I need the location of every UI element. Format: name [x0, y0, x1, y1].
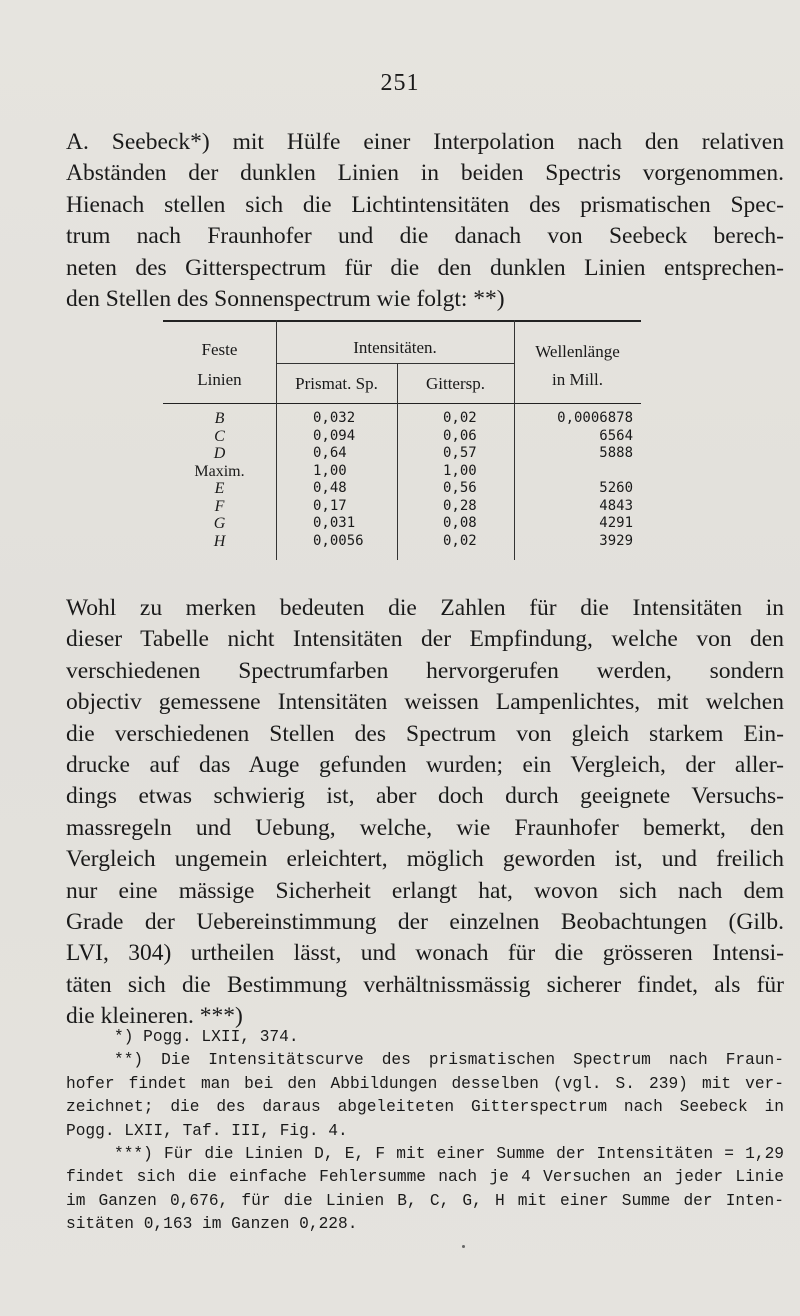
text-line: die verschiedenen Stellen des Spectrum von gleich starkem Ein-	[66, 720, 784, 747]
text-line: neten des Gitterspectrum für die den dunklen Linien entsprechen-	[66, 254, 784, 281]
cell-linie: B	[214, 410, 225, 427]
text-line: A. Seebeck*) mit Hülfe einer Interpolation nach den relativen	[66, 129, 784, 155]
footnote-3-cont: sitäten 0,163 im Ganzen 0,228.	[66, 1215, 358, 1234]
cell-gitter: 0,06	[443, 427, 477, 444]
table-row	[163, 480, 641, 497]
table-row	[163, 515, 641, 532]
cell-prismat: 0,64	[313, 445, 347, 461]
text-line: Vergleich ungemein erleichtert, möglich geworden ist, und freilich	[66, 846, 784, 873]
text-line: Hienach stellen sich die Lichtintensitäten des prismatischen Spec-	[66, 191, 784, 218]
header-wellenlaenge: Wellenlänge	[535, 342, 620, 361]
cell-gitter: 0,56	[443, 480, 477, 496]
cell-linie: G	[213, 515, 226, 532]
table-header-rule	[163, 403, 641, 404]
cell-linie: H	[213, 532, 226, 550]
table-top-rule	[163, 320, 641, 322]
page-number: 251	[380, 70, 420, 96]
text-line: verschiedenen Spectrumfarben hervorgerufen werden, sondern	[66, 657, 784, 684]
cell-gitter: 0,57	[443, 445, 477, 461]
cell-prismat: 0,094	[313, 427, 356, 444]
footnote-3: ***) Für die Linien D, E, F mit einer Summe der Intensitäten = 1,29	[114, 1145, 784, 1164]
cell-wellenlaenge: 5260	[599, 480, 633, 496]
header-prismat: Prismat. Sp.	[295, 374, 378, 393]
ink-speck	[462, 1245, 465, 1248]
table-row	[163, 533, 641, 550]
table-row	[163, 498, 641, 515]
cell-wellenlaenge: 4843	[599, 497, 633, 514]
text-line: täten sich die Bestimmung verhältnissmässig sicherer findet, als für	[66, 971, 784, 998]
header-in-mill: in Mill.	[551, 370, 603, 389]
cell-gitter: 0,02	[443, 532, 477, 549]
text-line: LVI, 304) urtheilen lässt, und wonach für die grösseren Intensi-	[66, 940, 784, 967]
text-line: objectiv gemessene Intensitäten weissen Lampenlichtes, mit welchen	[66, 689, 784, 716]
footnote-2: **) Die Intensitätscurve des prismatischen Spectrum nach Fraun-	[114, 1051, 784, 1070]
cell-gitter: 0,02	[443, 410, 477, 426]
table-row	[163, 463, 641, 480]
text-line: nur eine mässige Sicherheit erlangt hat, wovon sich nach dem	[66, 877, 784, 904]
header-gitter: Gittersp.	[425, 374, 486, 393]
text-line: Grade der Uebereinstimmung der einzelnen Beobachtungen (Gilb.	[66, 909, 784, 936]
text-line: dieser Tabelle nicht Intensitäten der Empfindung, welche von den	[66, 626, 784, 653]
cell-prismat: 0,0056	[313, 532, 364, 549]
footnote-2-cont: hofer findet man bei den Abbildungen desselben (vgl. S. 239) mit ver-	[66, 1074, 784, 1093]
paragraph-intro	[66, 127, 784, 315]
header-linien: Linien	[197, 370, 242, 389]
text-line: dings etwas schwierig ist, aber doch durch geeignete Versuchs-	[66, 783, 784, 810]
cell-linie: F	[214, 497, 225, 515]
cell-prismat: 1,00	[313, 462, 347, 479]
cell-linie: D	[213, 445, 226, 462]
cell-gitter: 0,28	[443, 497, 477, 514]
paragraph-main	[66, 593, 784, 1033]
cell-wellenlaenge: 6564	[599, 427, 633, 444]
text-line: Wohl zu merken bedeuten die Zahlen für die Intensitäten in	[66, 595, 784, 621]
header-feste: Feste	[201, 340, 238, 359]
footnote-2-cont: Pogg. LXII, Taf. III, Fig. 4.	[66, 1121, 348, 1140]
footnotes	[66, 1026, 784, 1237]
cell-wellenlaenge: 5888	[599, 445, 633, 461]
table-row	[163, 445, 641, 462]
cell-prismat: 0,031	[313, 515, 356, 531]
cell-linie: C	[214, 427, 225, 445]
cell-prismat: 0,032	[313, 410, 356, 426]
text-line: Abständen der dunklen Linien in beiden Spectris vorgenommen.	[66, 160, 784, 187]
table-row	[163, 410, 641, 427]
table-row	[163, 428, 641, 445]
cell-wellenlaenge: 4291	[599, 515, 633, 531]
text-line: trum nach Fraunhofer und die danach von Seebeck berech-	[66, 223, 784, 250]
cell-linie: E	[214, 480, 225, 497]
text-line: den Stellen des Sonnenspectrum wie folgt: **)	[66, 286, 505, 313]
text-line: drucke auf das Auge gefunden wurden; ein Vergleich, der aller-	[66, 752, 784, 779]
footnote-2-cont: zeichnet; die des daraus abgeleiteten Gitterspectrum nach Seebeck in	[66, 1098, 784, 1117]
footnote-1: *) Pogg. LXII, 374.	[114, 1028, 299, 1046]
header-intensitaeten: Intensitäten.	[353, 338, 437, 357]
cell-gitter: 1,00	[443, 462, 477, 479]
footnote-3-cont: im Ganzen 0,676, für die Linien B, C, G, H mit einer Summe der Inten-	[66, 1191, 784, 1210]
text-line: massregeln und Uebung, welche, wie Fraunhofer bemerkt, den	[66, 814, 784, 841]
cell-prismat: 0,17	[313, 497, 347, 514]
cell-gitter: 0,08	[443, 515, 477, 531]
table-sub-rule	[276, 363, 514, 364]
text-line: die kleineren. ***)	[66, 1003, 243, 1030]
cell-wellenlaenge: 0,0006878	[557, 410, 633, 426]
cell-prismat: 0,48	[313, 480, 347, 496]
footnote-3-cont: findet sich die einfache Fehlersumme nach je 4 Versuchen an jeder Linie	[66, 1168, 784, 1187]
cell-wellenlaenge: 3929	[599, 532, 633, 549]
cell-linie: Maxim.	[194, 462, 245, 480]
